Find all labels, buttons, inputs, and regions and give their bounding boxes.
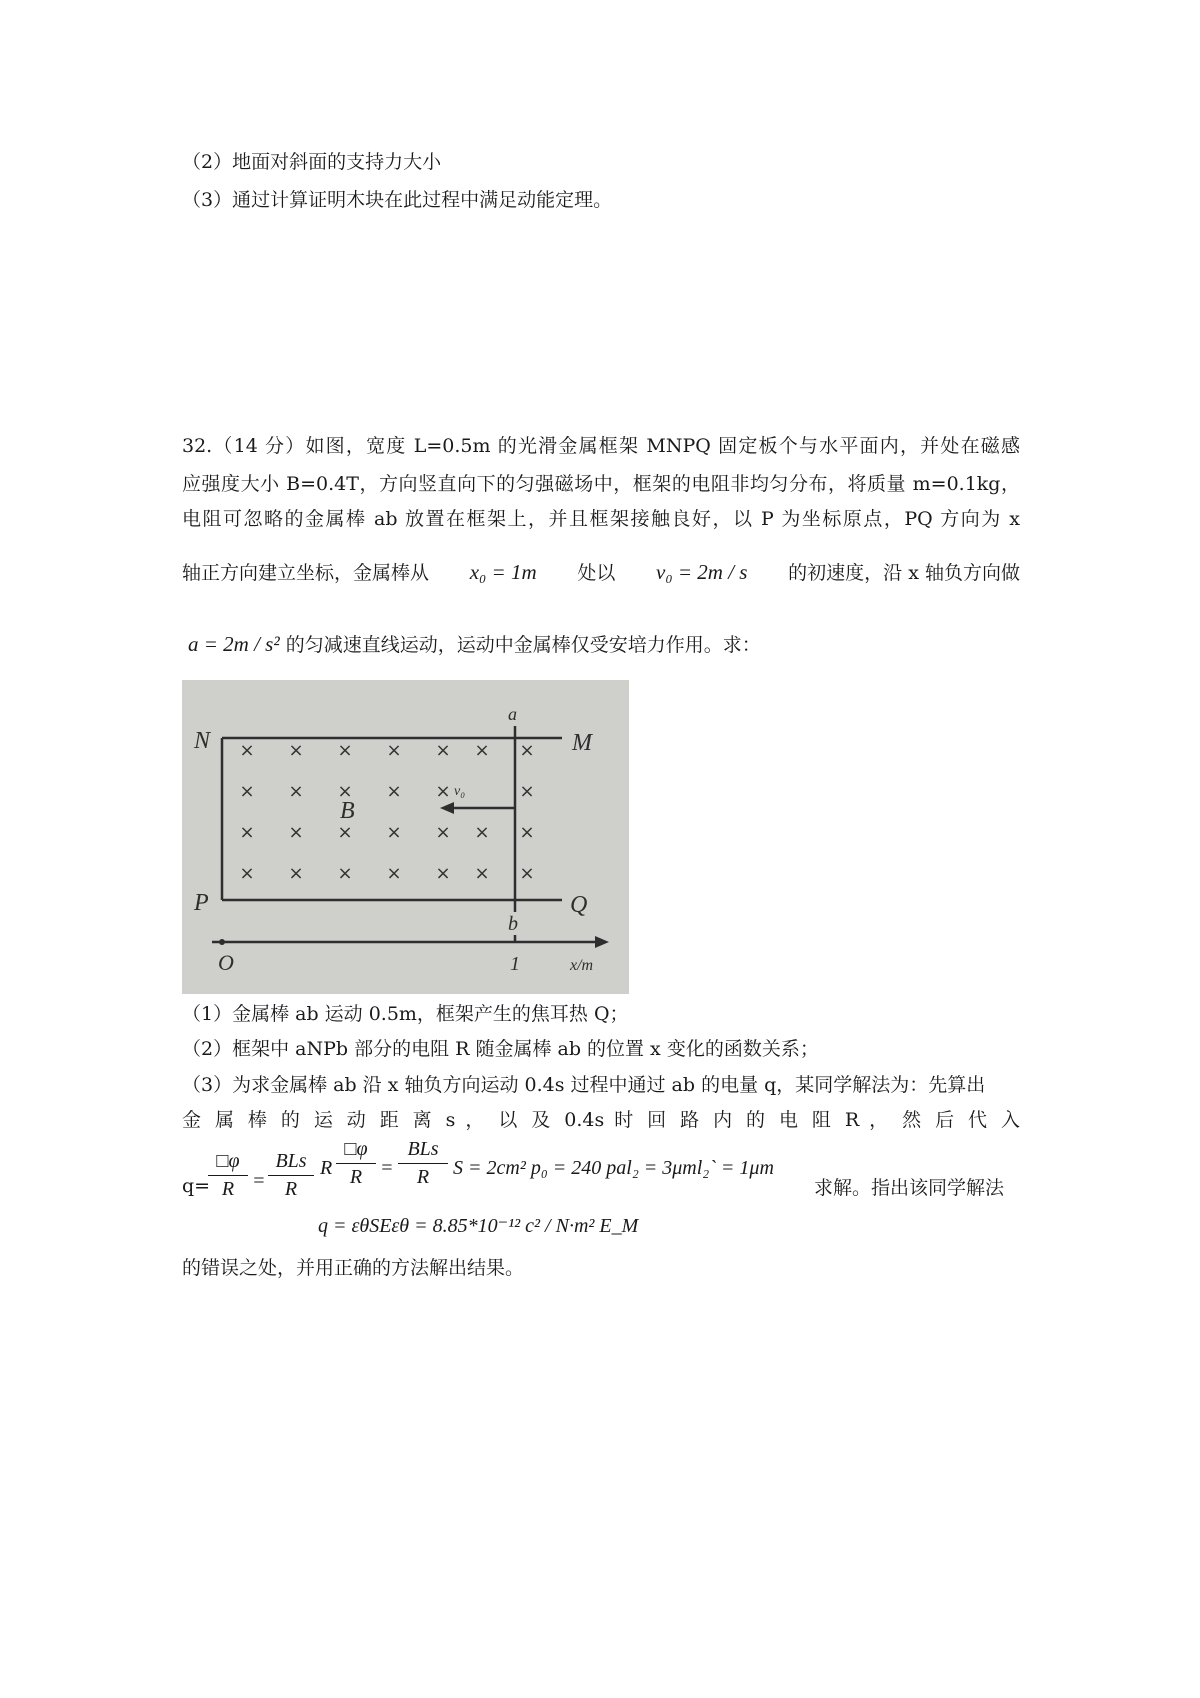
- field-x-mark: ×: [386, 822, 402, 843]
- fraction-dphi-over-r-2: [336, 1138, 376, 1189]
- label-origin-o: O: [218, 950, 234, 975]
- fraction-1-denominator: R: [221, 1178, 235, 1200]
- fraction-4-numerator: BLs: [398, 1138, 448, 1164]
- q32-text-line-5: [188, 632, 761, 657]
- label-tick-1: 1: [510, 953, 520, 975]
- magnetic-field-figure: [182, 680, 629, 994]
- x-axis-arrow-head: [595, 936, 609, 948]
- field-x-mark: ×: [337, 781, 353, 802]
- fraction-bls-over-r: [268, 1150, 314, 1201]
- formula-line-2: q = εθSEεθ = 8.85*10⁻¹² c² / N·m² E_M: [318, 1215, 639, 1237]
- initial-velocity-formula: v₀ = 2m / s: [656, 560, 748, 584]
- field-x-mark: ×: [337, 822, 353, 843]
- q32-text-line-1: 32.（14 分）如图，宽度 L=0.5m 的光滑金属框架 MNPQ 固定板个与水平面内，并处在磁感: [182, 435, 1020, 457]
- fraction-dphi-over-r: [208, 1150, 248, 1201]
- formula-tail: S = 2cm² p₀ = 240 pal₂ = 3μml₂` = 1μm: [453, 1157, 774, 1179]
- field-x-mark: ×: [474, 863, 490, 884]
- field-x-mark: ×: [239, 822, 255, 843]
- fraction-bls-over-r-2: [398, 1138, 448, 1189]
- sub-question-2: （2）框架中 aNPb 部分的电阻 R 随金属棒 ab 的位置 x 变化的函数关系；: [182, 1038, 819, 1060]
- initial-position-formula: x₀ = 1m: [469, 560, 537, 584]
- field-x-mark: ×: [239, 781, 255, 802]
- q32-text-line-4: [182, 560, 1020, 585]
- field-x-mark: ×: [519, 740, 535, 761]
- field-x-mark: ×: [386, 740, 402, 761]
- fraction-3-numerator: □φ: [336, 1138, 376, 1164]
- field-x-mark: ×: [239, 863, 255, 884]
- field-x-mark: ×: [474, 740, 490, 761]
- field-x-mark: ×: [288, 822, 304, 843]
- field-x-mark: ×: [474, 822, 490, 843]
- field-x-mark: ×: [288, 863, 304, 884]
- final-instruction-line: 的错误之处，并用正确的方法解出结果。: [182, 1257, 525, 1279]
- q32-line4-part-a: 轴正方向建立坐标，金属棒从: [182, 562, 430, 584]
- fraction-4-denominator: R: [416, 1166, 430, 1188]
- figure-svg: [182, 680, 629, 994]
- field-x-mark: ×: [519, 822, 535, 843]
- label-p: P: [194, 890, 209, 916]
- field-x-mark: ×: [519, 863, 535, 884]
- label-b-field: B: [340, 798, 355, 824]
- field-x-mark: ×: [337, 740, 353, 761]
- field-x-mark: ×: [386, 863, 402, 884]
- formula-prefix: q=: [182, 1175, 211, 1197]
- field-x-mark: ×: [239, 740, 255, 761]
- field-x-mark: ×: [519, 781, 535, 802]
- q32-line5-text: 的匀减速直线运动，运动中金属棒仅受安培力作用。求：: [285, 634, 761, 656]
- sub-question-1: （1）金属棒 ab 运动 0.5m，框架产生的焦耳热 Q；: [182, 1003, 629, 1025]
- fraction-1-numerator: □φ: [208, 1150, 248, 1176]
- field-x-mark: ×: [435, 822, 451, 843]
- sub-question-3-line-1: （3）为求金属棒 ab 沿 x 轴负方向运动 0.4s 过程中通过 ab 的电量 q，某同学解法为：先算出: [182, 1074, 986, 1096]
- label-v0: v₀: [454, 784, 466, 799]
- prev-question-2: （2）地面对斜面的支持力大小: [182, 151, 442, 173]
- formula-suffix: 求解。指出该同学解法: [814, 1177, 1005, 1199]
- acceleration-formula: a = 2m / s²: [188, 632, 280, 656]
- field-x-mark: ×: [288, 781, 304, 802]
- label-q: Q: [570, 892, 588, 918]
- field-x-mark: ×: [435, 781, 451, 802]
- label-x-axis: x/m: [570, 957, 594, 974]
- equals-sign-1: =: [252, 1170, 266, 1192]
- label-n: N: [194, 728, 211, 754]
- prev-question-3: （3）通过计算证明木块在此过程中满足动能定理。: [182, 189, 613, 211]
- field-x-mark: ×: [435, 863, 451, 884]
- fraction-3-denominator: R: [349, 1166, 363, 1188]
- sub-question-3-line-2: 金 属 棒 的 运 动 距 离 s ， 以 及 0.4s 时 回 路 内 的 电 阻 R ， 然 后 代 入: [182, 1109, 1020, 1131]
- field-x-mark: ×: [435, 740, 451, 761]
- label-b: b: [508, 913, 518, 935]
- equals-sign-2: =: [380, 1157, 394, 1179]
- fraction-2-denominator: R: [284, 1178, 298, 1200]
- q32-line4-part-c: 的初速度，沿 x 轴负方向做: [788, 562, 1020, 584]
- formula-r: R: [320, 1157, 333, 1179]
- velocity-arrow-head: [440, 802, 454, 814]
- q32-text-line-2: 应强度大小 B=0.4T，方向竖直向下的匀强磁场中，框架的电阻非均匀分布，将质量 m=0.1kg，: [182, 473, 1020, 495]
- field-x-marks: [239, 740, 534, 884]
- origin-dot: [219, 939, 225, 945]
- field-x-mark: ×: [288, 740, 304, 761]
- field-x-mark: ×: [386, 781, 402, 802]
- q32-line4-part-b: 处以: [577, 562, 616, 584]
- fraction-2-numerator: BLs: [268, 1150, 314, 1176]
- field-x-mark: ×: [337, 863, 353, 884]
- q32-text-line-3: 电阻可忽略的金属棒 ab 放置在框架上，并且框架接触良好，以 P 为坐标原点，PQ 方向为 x: [182, 508, 1020, 530]
- label-a: a: [508, 704, 517, 724]
- label-m: M: [572, 730, 592, 756]
